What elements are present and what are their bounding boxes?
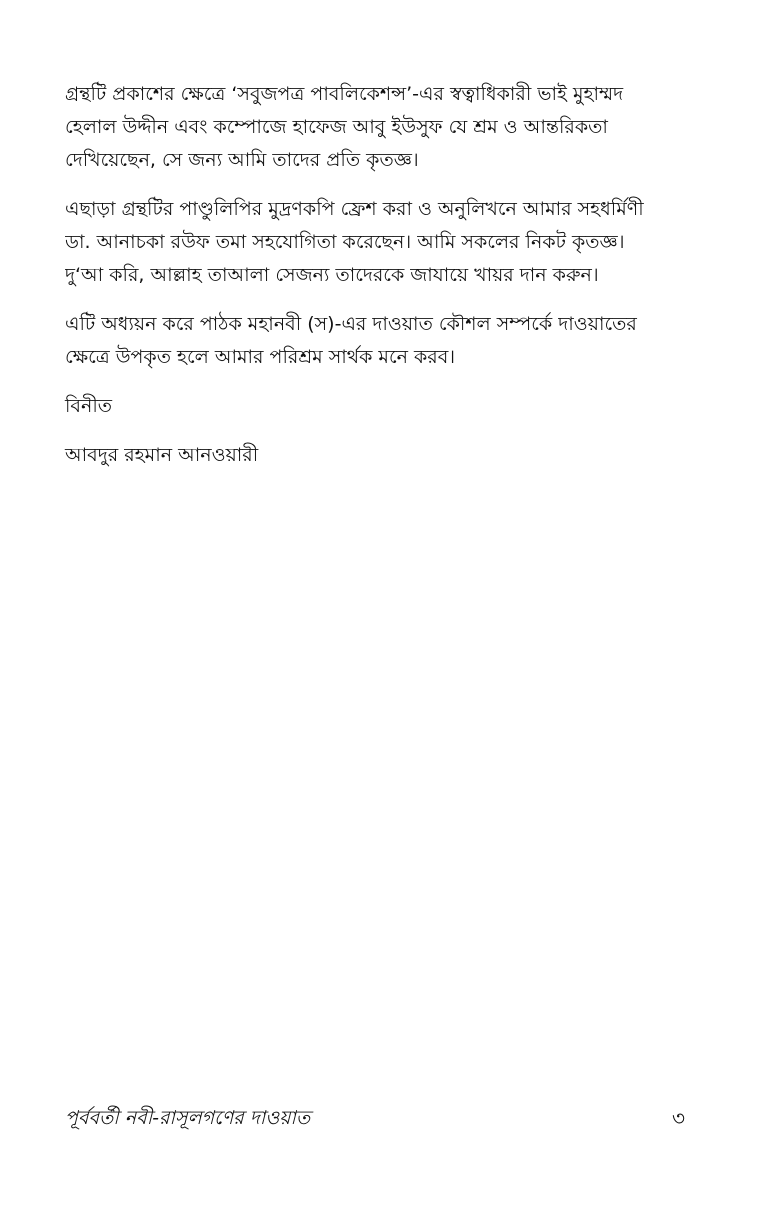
body-text	[65, 78, 710, 488]
text-line: এছাড়া গ্রন্থটির পাণ্ডুলিপির মুদ্রণকপি ফ্রেশ করা ও অনুলিখনে আমার সহধর্মিণী	[65, 198, 644, 220]
text-line: ডা. আনাচকা রউফ তমা সহযোগিতা করেছেন। আমি সকলের নিকট কৃতজ্ঞ।	[65, 231, 625, 253]
paragraph-reader-benefit	[65, 308, 710, 374]
page-footer	[65, 1100, 685, 1136]
text-line: ক্ষেত্রে উপকৃত হলে আমার পরিশ্রম সার্থক মনে করব।	[65, 346, 456, 368]
running-footer-book-title: পূর্ববর্তী নবী-রাসূলগণের দাওয়াত	[65, 1107, 311, 1129]
text-line: এটি অধ্যয়ন করে পাঠক মহানবী (স)-এর দাওয়াত কৌশল সম্পর্কে দাওয়াতের	[65, 313, 637, 335]
text-line: দু‘আ করি, আল্লাহ তাআলা সেজন্য তাদেরকে জাযায়ে খায়র দান করুন।	[65, 264, 599, 286]
page-number: ৩	[671, 1106, 685, 1130]
paragraph-acknowledgement-spouse	[65, 193, 710, 292]
text-line: গ্রন্থটি প্রকাশের ক্ষেত্রে ‘সবুজপত্র পাবলিকেশন্স’-এর স্বত্বাধিকারী ভাই মুহাম্মদ	[65, 83, 624, 105]
text-line: হেলাল উদ্দীন এবং কম্পোজে হাফেজ আবু ইউসুফ যে শ্রম ও আন্তরিকতা	[65, 116, 608, 138]
closing-salutation: বিনীত	[65, 395, 113, 417]
author-name: আবদুর রহমান আনওয়ারী	[65, 444, 259, 466]
paragraph-acknowledgement-publisher	[65, 78, 710, 177]
text-line: দেখিয়েছেন, সে জন্য আমি তাদের প্রতি কৃতজ্ঞ।	[65, 149, 419, 171]
